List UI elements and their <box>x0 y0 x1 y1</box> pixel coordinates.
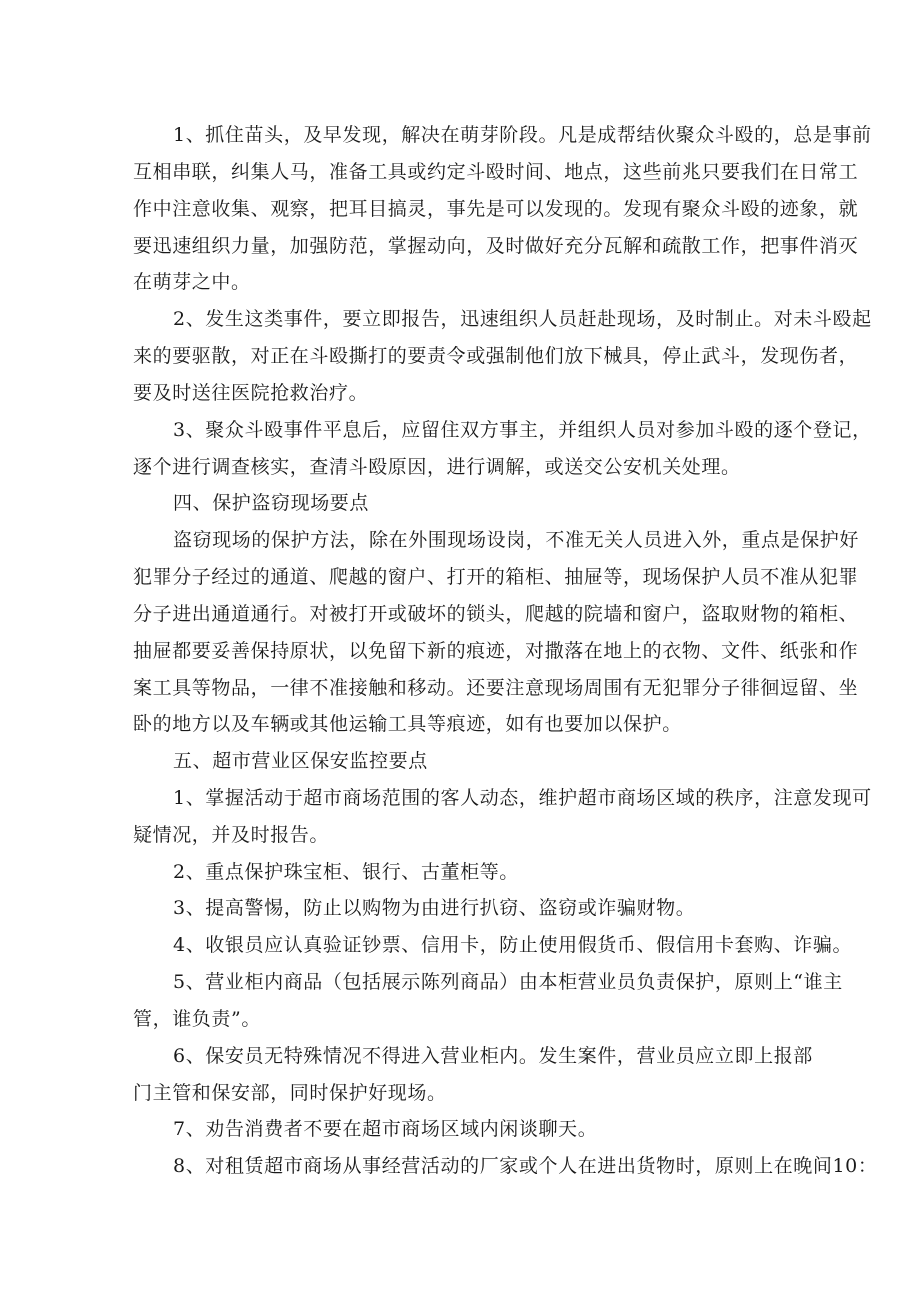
paragraph-line: 盗窃现场的保护方法，除在外围现场设岗，不准无关人员进入外，重点是保护好 <box>173 529 860 551</box>
paragraph-line: 犯罪分子经过的通道、爬越的窗户、打开的箱柜、抽屉等，现场保护人员不准从犯罪 <box>133 566 859 588</box>
list-item: 4、收银员应认真验证钞票、信用卡，防止使用假货币、假信用卡套购、诈骗。 <box>173 934 853 956</box>
list-item: 7、劝告消费者不要在超市商场区域内闲谈聊天。 <box>173 1118 598 1140</box>
paragraph-line: 卧的地方以及车辆或其他运输工具等痕迹，如有也要加以保护。 <box>133 713 682 735</box>
paragraph-line: 门主管和保安部，同时保护好现场。 <box>133 1082 447 1104</box>
paragraph-line: 要迅速组织力量，加强防范，掌握动向，及时做好充分瓦解和疏散工作，把事件消灭 <box>133 235 859 257</box>
paragraph-line: 1、抓住苗头，及早发现，解决在萌芽阶段。凡是成帮结伙聚众斗殴的，总是事前 <box>173 124 872 146</box>
paragraph-line: 管，谁负责”。 <box>133 1008 261 1030</box>
list-item: 8、对租赁超市商场从事经营活动的厂家或个人在进出货物时，原则上在晚间10： <box>173 1155 878 1177</box>
list-item: 3、提高警惕，防止以购物为由进行扒窃、盗窃或诈骗财物。 <box>173 897 696 919</box>
paragraph-line: 2、发生这类事件，要立即报告，迅速组织人员赶赴现场，及时制止。对未斗殴起 <box>173 308 872 330</box>
paragraph-line: 作中注意收集、观察，把耳目搞灵，事先是可以发现的。发现有聚众斗殴的迹象，就 <box>133 198 859 220</box>
paragraph-line: 抽屉都要妥善保持原状，以免留下新的痕迹，对撒落在地上的衣物、文件、纸张和作 <box>133 640 859 662</box>
paragraph-line: 逐个进行调查核实，查清斗殴原因，进行调解，或送交公安机关处理。 <box>133 456 741 478</box>
paragraph-line: 3、聚众斗殴事件平息后，应留住双方事主，并组织人员对参加斗殴的逐个登记， <box>173 419 872 441</box>
paragraph-line: 分子进出通道通行。对被打开或破坏的锁头，爬越的院墙和窗户，盗取财物的箱柜、 <box>133 603 859 625</box>
paragraph-line: 1、掌握活动于超市商场范围的客人动态，维护超市商场区域的秩序，注意发现可 <box>173 787 872 809</box>
paragraph-line: 疑情况，并及时报告。 <box>133 824 330 846</box>
section-heading: 五、超市营业区保安监控要点 <box>173 750 428 772</box>
paragraph-line: 来的要驱散，对正在斗殴撕打的要责令或强制他们放下械具，停止武斗，发现伤者， <box>133 345 859 367</box>
list-item: 5、营业柜内商品（包括展示陈列商品）由本柜营业员负责保护，原则上“谁主 <box>173 971 843 993</box>
paragraph-line: 在萌芽之中。 <box>133 271 251 293</box>
paragraph-line: 案工具等物品，一律不准接触和移动。还要注意现场周围有无犯罪分子徘徊逗留、坐 <box>133 677 859 699</box>
list-item: 2、重点保护珠宝柜、银行、古董柜等。 <box>173 861 519 883</box>
paragraph-line: 互相串联，纠集人马，准备工具或约定斗殴时间、地点，这些前兆只要我们在日常工 <box>133 161 859 183</box>
paragraph-line: 要及时送往医院抢救治疗。 <box>133 382 369 404</box>
section-heading: 四、保护盗窃现场要点 <box>173 492 370 514</box>
list-item: 6、保安员无特殊情况不得进入营业柜内。发生案件，营业员应立即上报部 <box>173 1045 813 1067</box>
